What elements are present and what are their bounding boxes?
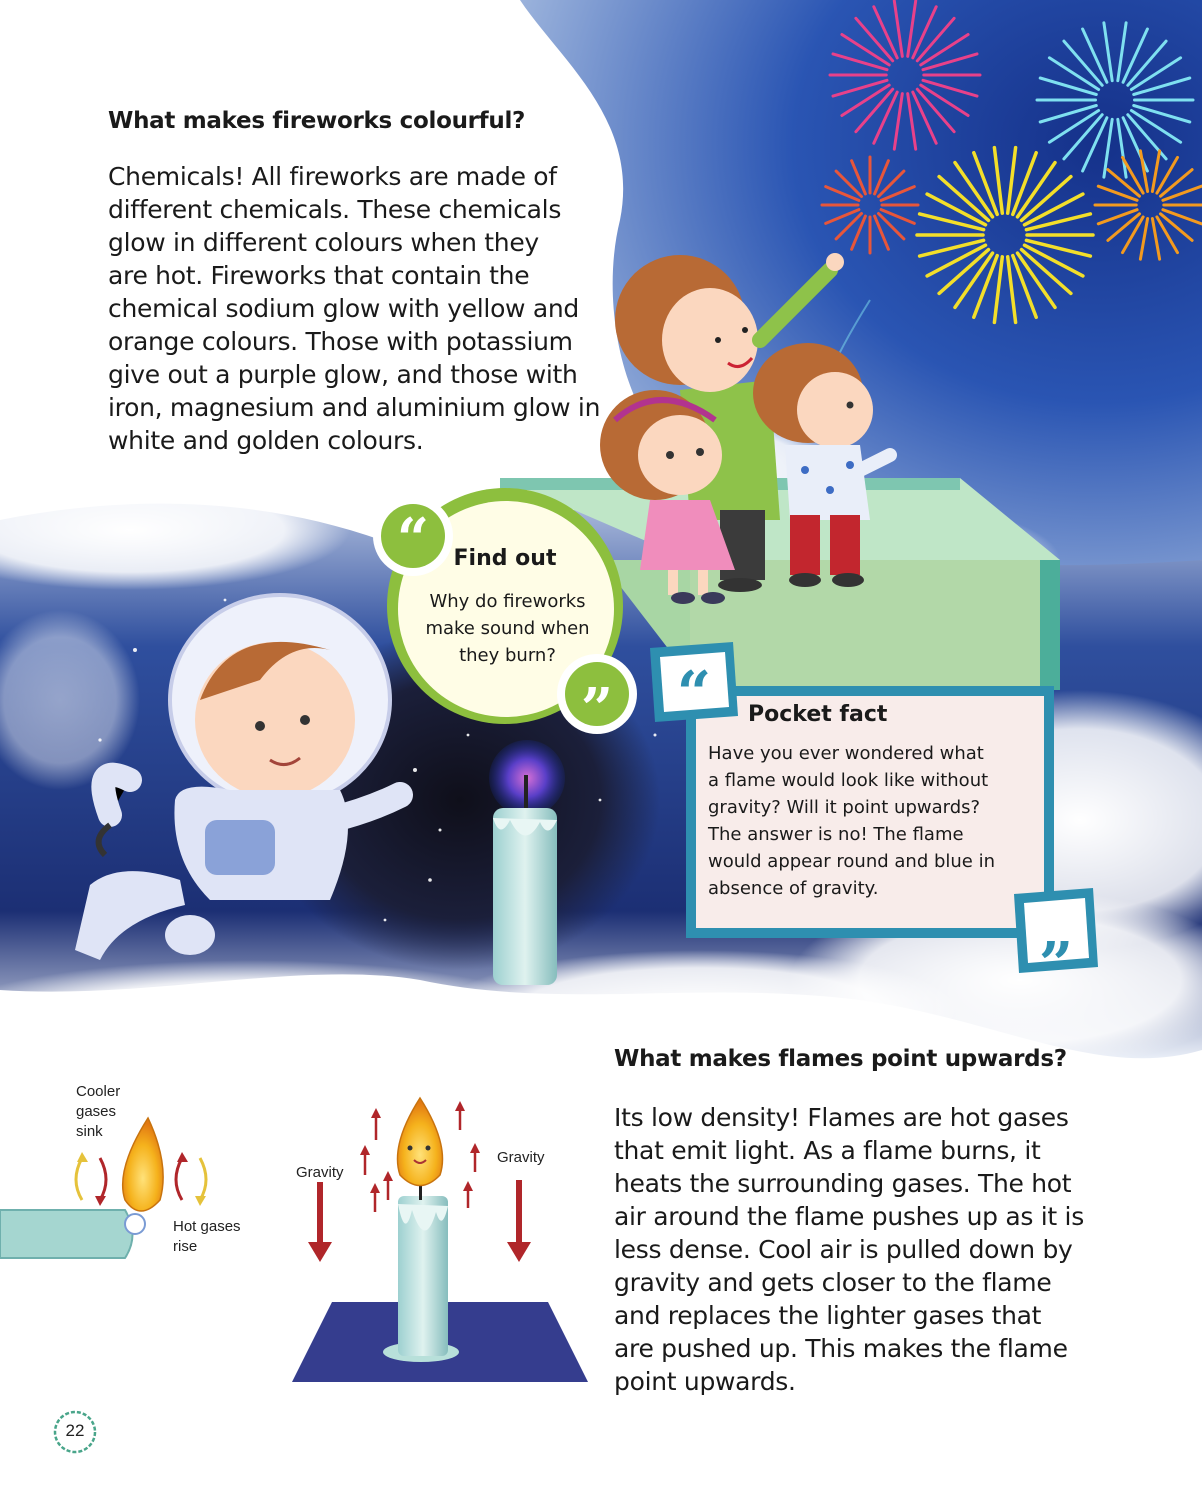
label-line: sink — [76, 1123, 103, 1140]
page-number: 22 — [65, 1421, 85, 1440]
svg-text:”: ” — [1038, 930, 1074, 1000]
svg-text:“: “ — [396, 506, 430, 572]
text-line: air around the flame pushes up as it is — [614, 1202, 1084, 1231]
text-line: point upwards. — [614, 1367, 796, 1396]
section-body — [108, 160, 618, 457]
pocket-fact-body — [708, 740, 1033, 902]
section-title: What makes flames point upwards? — [614, 1046, 1067, 1072]
pocket-fact-title: Pocket fact — [748, 702, 888, 727]
zero-gravity-candle-illustration — [489, 740, 565, 985]
svg-text:”: ” — [580, 676, 614, 742]
upright-candle-diagram — [292, 1098, 588, 1382]
text-line: chemical sodium glow with yellow and — [108, 294, 579, 323]
text-line: The answer is no! The flame — [708, 824, 964, 845]
hot-gases-label — [173, 1217, 241, 1257]
text-line: make sound when — [425, 618, 590, 639]
text-line: orange colours. Those with potassium — [108, 327, 573, 356]
text-line: Its low density! Flames are hot gases — [614, 1103, 1069, 1132]
text-line: Why do fireworks — [429, 591, 586, 612]
label-line: gases — [76, 1103, 117, 1120]
label-line: rise — [173, 1238, 198, 1255]
find-out-question — [415, 588, 600, 669]
text-line: give out a purple glow, and those with — [108, 360, 578, 389]
text-line: and replaces the lighter gases that — [614, 1301, 1042, 1330]
text-line: absence of gravity. — [708, 878, 879, 899]
section-title: What makes fireworks colourful? — [108, 108, 526, 134]
text-line: white and golden colours. — [108, 426, 424, 455]
text-line: glow in different colours when they — [108, 228, 539, 257]
text-line: iron, magnesium and aluminium glow in — [108, 393, 601, 422]
text-line: heats the surrounding gases. The hot — [614, 1169, 1072, 1198]
gravity-label-right: Gravity — [497, 1149, 545, 1166]
text-line: are hot. Fireworks that contain the — [108, 261, 530, 290]
gravity-label-left: Gravity — [296, 1164, 344, 1181]
label-line: Cooler — [76, 1083, 121, 1100]
text-line: they burn? — [459, 645, 556, 666]
section-body — [614, 1101, 1119, 1398]
text-line: are pushed up. This makes the flame — [614, 1334, 1068, 1363]
label-line: Hot gases — [173, 1218, 241, 1235]
cooler-gases-label — [76, 1082, 120, 1142]
text-line: Chemicals! All fireworks are made of — [108, 162, 557, 191]
svg-text:“: “ — [676, 659, 712, 729]
text-line: gravity? Will it point upwards? — [708, 797, 981, 818]
text-line: less dense. Cool air is pulled down by — [614, 1235, 1073, 1264]
text-line: gravity and gets closer to the flame — [614, 1268, 1052, 1297]
text-line: a flame would look like without — [708, 770, 989, 791]
find-out-title: Find out — [453, 546, 557, 571]
text-line: would appear round and blue in — [708, 851, 996, 872]
text-line: Have you ever wondered what — [708, 743, 984, 764]
text-line: that emit light. As a flame burns, it — [614, 1136, 1041, 1165]
text-line: different chemicals. These chemicals — [108, 195, 562, 224]
